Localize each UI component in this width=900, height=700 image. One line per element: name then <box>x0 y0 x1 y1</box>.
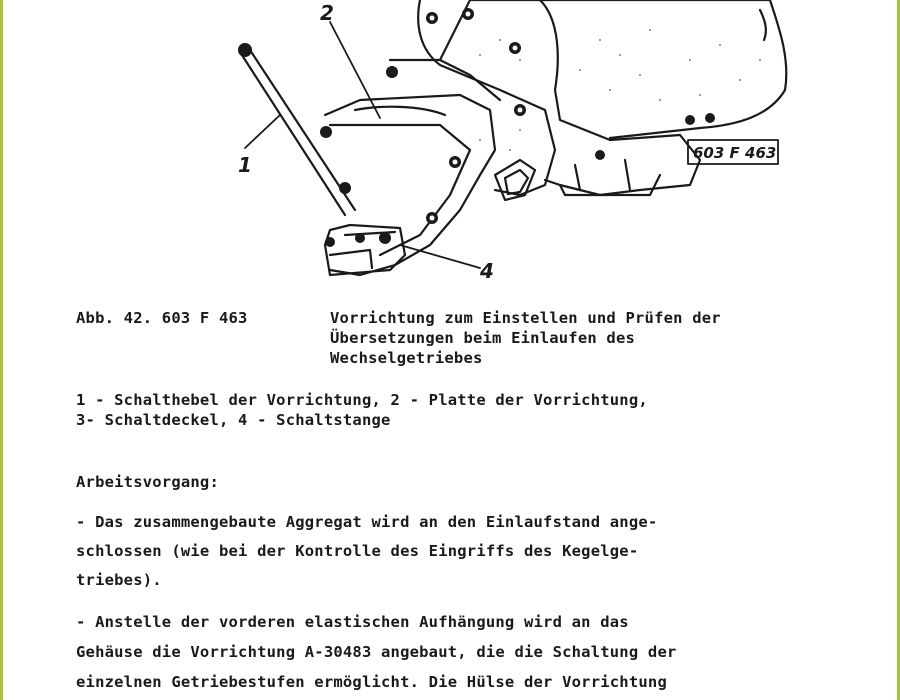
paragraph-1-line-1: - Das zusammengebaute Aggregat wird an den Einlaufstand ange- <box>76 513 658 531</box>
page-border-left <box>0 0 3 700</box>
figure-label-4: 4 <box>480 259 494 283</box>
paragraph-1-line-3: triebes). <box>76 571 162 589</box>
caption-title-line-3: Wechselgetriebes <box>330 349 483 367</box>
figure-label-1: 1 <box>238 153 252 177</box>
figure-label-2: 2 <box>320 1 334 25</box>
paragraph-2-line-2: Gehäuse die Vorrichtung A-30483 angebaut, die die Schaltung der <box>76 643 677 661</box>
caption-number: Abb. 42. 603 F 463 <box>76 309 248 327</box>
legend-line-2: 3- Schaltdeckel, 4 - Schaltstange <box>76 411 391 429</box>
figure-stamp: 603 F 463 <box>693 144 777 162</box>
paragraph-2-line-1: - Anstelle der vorderen elastischen Aufhängung wird an das <box>76 613 629 631</box>
caption-title-line-1: Vorrichtung zum Einstellen und Prüfen der <box>330 309 721 327</box>
caption-title-line-2: Übersetzungen beim Einlaufen des <box>330 329 636 347</box>
section-heading: Arbeitsvorgang: <box>76 473 219 491</box>
legend-line-1: 1 - Schalthebel der Vorrichtung, 2 - Platte der Vorrichtung, <box>76 391 648 409</box>
paragraph-2-line-3: einzelnen Getriebestufen ermöglicht. Die Hülse der Vorrichtung <box>76 673 667 691</box>
paragraph-1-line-2: schlossen (wie bei der Kontrolle des Eingriffs des Kegelge- <box>76 542 639 560</box>
gearbox-drawing <box>200 0 800 290</box>
